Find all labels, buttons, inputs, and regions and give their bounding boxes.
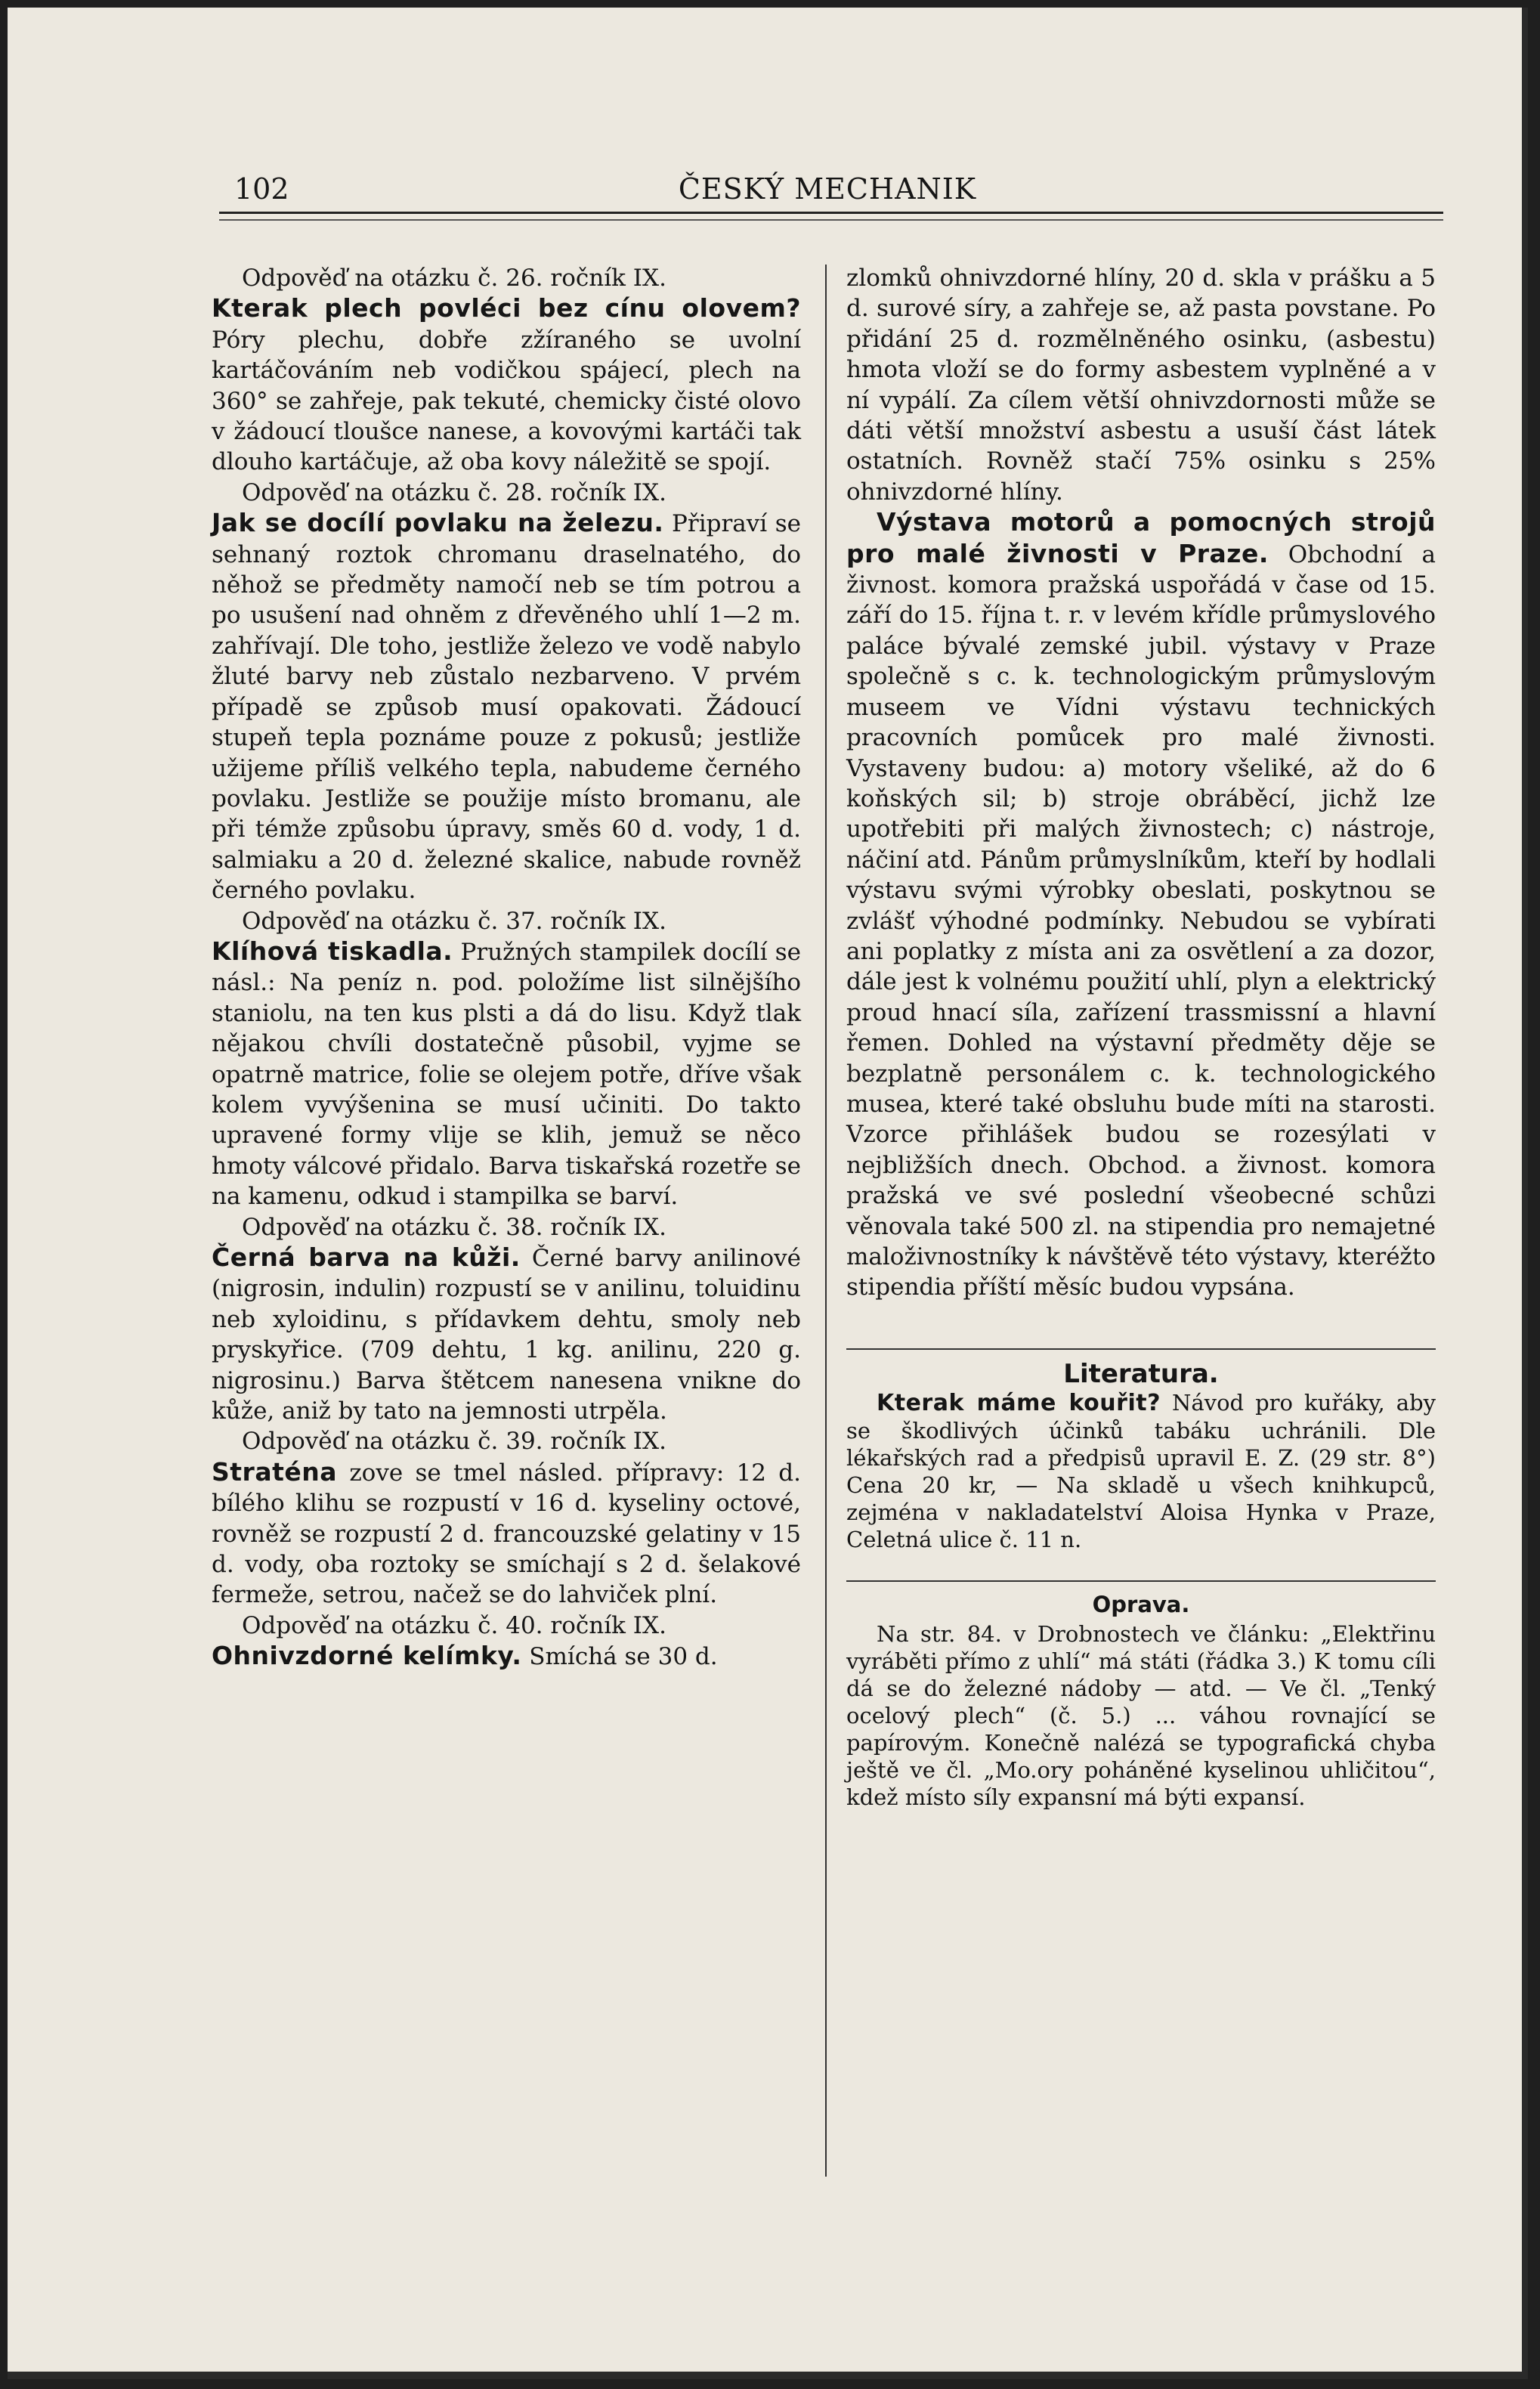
answer-heading: Jak se docílí povlaku na železu. (212, 508, 664, 538)
answer-26 (212, 263, 801, 478)
page (8, 8, 1528, 2379)
exhibition-heading: Výstava motorů a pomocných strojů pro malé živnosti v Praze. (846, 507, 1436, 568)
right-column (846, 263, 1436, 1811)
header-rule (219, 212, 1443, 214)
answer-label: Odpověď na otázku č. 28. ročník IX. (242, 478, 666, 506)
answer-heading: Ohnivzdorné kelímky. (212, 1641, 522, 1671)
answer-37 (212, 906, 801, 1212)
left-column (212, 263, 801, 1673)
page-number: 102 (234, 172, 289, 206)
answer-heading: Klíhová tiskadla. (212, 936, 453, 966)
answer-38 (212, 1212, 801, 1427)
answer-label: Odpověď na otázku č. 38. ročník IX. (242, 1213, 666, 1241)
answer-39 (212, 1426, 801, 1610)
literature-entry (846, 1389, 1436, 1553)
answer-body: Smíchá se 30 d. (529, 1643, 718, 1671)
answer-heading: Kterak plech povléci bez cínu olovem? (212, 293, 801, 323)
correction-title: Oprava. (846, 1580, 1436, 1620)
answer-body: Černé barvy anilinové (nigrosin, indulin) rozpustí se v anilinu, toluidinu neb xyloidinu, s přídavkem dehtu, smoly neb pryskyřice. (709 dehtu, 1 kg. anilinu, 220 g. nigrosinu.) Barva štětcem nanesena vnikne do kůže, aniž by tato na jemnosti utrpěla. (212, 1245, 801, 1425)
correction-body: Na str. 84. v Drobnostech ve článku: „Elektřinu vyráběti přímo z uhlí“ má státi (řádka 3.) K tomu cíli dá se do železné nádoby — atd. — Ve čl. „Tenký ocelový plech“ (č. 5.) ... váhou rovnající se papírovým. Konečně nalézá se typografická chyba ještě ve čl. „Mo.ory poháněné kyselinou uhličitou“, kdež místo síly expansní má býti expansí. (846, 1620, 1436, 1810)
answer-label: Odpověď na otázku č. 26. ročník IX. (242, 265, 666, 292)
literature-heading: Kterak máme kouřit? (877, 1390, 1161, 1417)
exhibition-body: Obchodní a živnost. komora pražská uspořádá v čase od 15. září do 15. října t. r. v levém křídle průmyslového paláce bývalé zemské jubil. výstavy v Praze společně s c. k. technologickým průmyslovým museem ve Vídni výstavu technických pracovních pomůcek pro malé živnosti. Vystaveny budou: a) motory všeliké, až do 6 koňských sil; b) stroje obráběcí, jichž lze upotřebiti při malých živnostech; c) nástroje, náčiní atd. Pánům průmyslníkům, kteří by hodlali výstavu svými výrobky obeslati, poskytnou se zvlášť výhodné podmínky. Nebudou se vybírati ani poplatky z místa ani za osvětlení a za dozor, dále jest k volnému použití uhlí, plyn a elektrický proud hnací síla, zařízení trassmissní a hlavní řemen. Dohled na výstavní předměty děje se bezplatně personálem c. k. technologického musea, které také obsluhu bude míti na starosti. Vzorce přihlášek budou se rozesýlati v nejbližších dnech. Obchod. a živnost. komora pražská ve své poslední všeobecné schůzi věnovala také 500 zl. na stipendia pro nemajetné maloživnostníky k návštěvě této výstavy, kteréžto stipendia příští měsíc budou vypsána. (846, 540, 1436, 1301)
answer-label: Odpověď na otázku č. 40. ročník IX. (242, 1611, 666, 1639)
answer-body: Připraví se sehnaný roztok chromanu draselnatého, do něhož se předměty namočí neb se tím potrou a po usušení nad ohněm z dřevěného uhlí 1—2 m. zahřívají. Dle toho, jestliže železo ve vodě nabylo žluté barvy neb zůstalo nezbarveno. V prvém případě se způsob musí opakovati. Žádoucí stupeň tepla poznáme pouze z pokusů; jestliže užijeme příliš velkého tepla, nabudeme černého povlaku. Jestliže se použije místo bromanu, ale při témže způsobu úpravy, směs 60 d. vody, 1 d. salmiaku a 20 d. železné skalice, nabude rovněž černého povlaku. (212, 510, 802, 905)
journal-title: ČESKÝ MECHANIK (678, 172, 977, 206)
header-rule-thin (219, 219, 1443, 221)
answer-40 (212, 1611, 801, 1673)
column-divider (825, 265, 827, 2177)
answer-heading: Straténa (212, 1456, 338, 1487)
answer-body: zove se tmel násled. přípravy: 12 d. bílého klihu se rozpustí v 16 d. kyseliny octové, rovněž se rozpustí 2 d. francouzské gelatiny v 15 d. vody, oba roztoky se smíchají s 2 d. šelakové fermeže, setrou, načež se do lahviček plní. (212, 1459, 802, 1609)
literature-title: Literatura. (846, 1348, 1436, 1389)
answer-body: Pružných stampilek docílí se násl.: Na peníz n. pod. položíme list silnějšího staniolu, na ten kus plsti a dá do lisu. Když tlak nějakou chvíli dostatečně působil, vyjme se opatrně matrice, folie se olejem potře, dříve však kolem vyvýšenina se musí učiniti. Do takto upravené formy vlije se klih, jemuž se něco hmoty válcové přidalo. Barva tiskařská rozetře se na kamenu, odkud i stampilka se barví. (212, 938, 802, 1211)
exhibition-notice (846, 507, 1436, 1303)
page-edge-bottom (8, 2372, 1528, 2379)
answer-label: Odpověď na otázku č. 39. ročník IX. (242, 1428, 666, 1456)
answer-body: Póry plechu, dobře zžíraného se uvolní kartáčováním neb vodičkou spájecí, plech na 360° se zahřeje, pak tekuté, chemicky čisté olovo v žádoucí tloušce nanese, a kovovými kartáči tak dlouho kartáčuje, až oba kovy náležitě se spojí. (212, 326, 801, 476)
literature-body: Návod pro kuřáky, aby se škodlivých účinků tabáku uchránili. Dle lékařských rad a předpisů upravil E. Z. (29 str. 8°) Cena 20 kr, — Na skladě u všech knihkupců, zejména v nakladatelství Aloisa Hynka v Praze, Celetná ulice č. 11 n. (846, 1390, 1436, 1553)
page-header (196, 172, 1458, 216)
answer-heading: Černá barva na kůži. (212, 1242, 521, 1272)
answer-28 (212, 478, 801, 906)
page-edge-right (1522, 8, 1528, 2379)
answer-40-continuation: zlomků ohnivzdorné hlíny, 20 d. skla v prášku a 5 d. surové síry, a zahřeje se, až pasta povstane. Po přidání 25 d. rozmělněného osinku, (asbestu) hmota vloží se do formy asbestem vyplněné a v ní vypálí. Za cílem větší ohnivzdornosti může se dáti větší množství asbestu a usuší část látek ostatních. Rovněž stačí 75% osinku s 25% ohnivzdorné hlíny. (846, 265, 1436, 506)
answer-label: Odpověď na otázku č. 37. ročník IX. (242, 907, 666, 935)
